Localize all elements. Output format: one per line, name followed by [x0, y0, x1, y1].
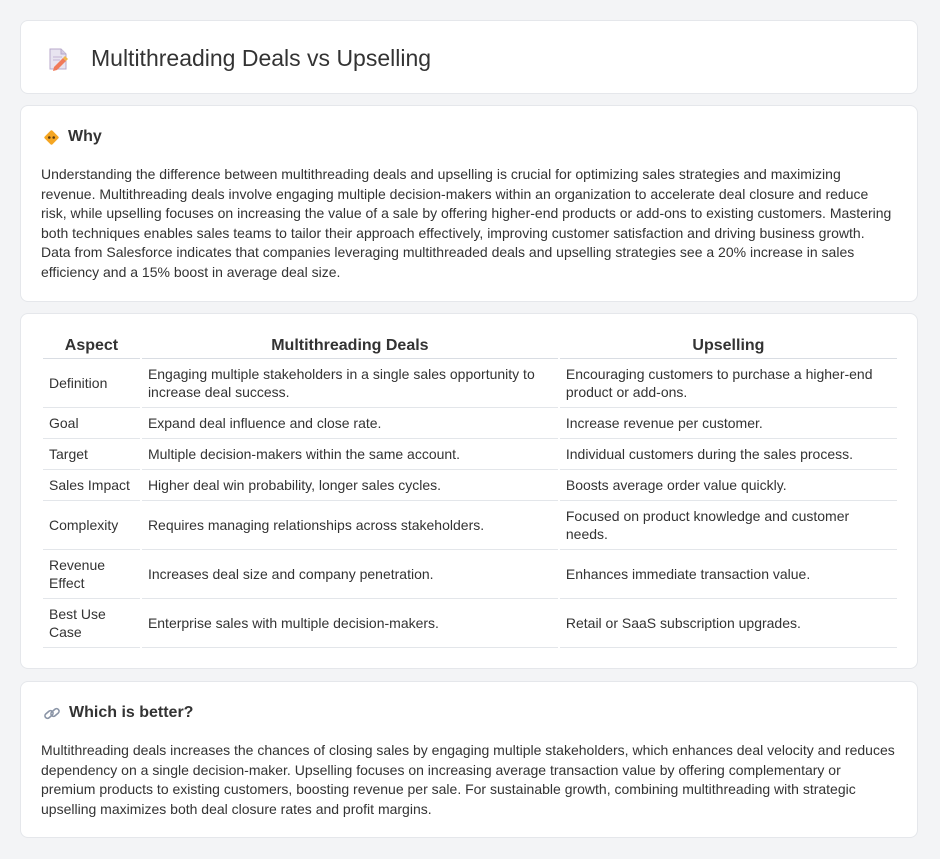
- upselling-cell: Retail or SaaS subscription upgrades.: [560, 599, 897, 648]
- aspect-cell: Target: [43, 439, 140, 470]
- diamond-sign-icon: [43, 129, 60, 146]
- page-title: Multithreading Deals vs Upselling: [91, 45, 432, 71]
- table-row: [43, 599, 897, 648]
- which-better-section: [20, 681, 918, 838]
- aspect-cell: Goal: [43, 408, 140, 439]
- upselling-cell: Increase revenue per customer.: [560, 408, 897, 439]
- aspect-cell: Revenue Effect: [43, 550, 140, 599]
- header-upselling: Upselling: [560, 336, 897, 359]
- aspect-cell: Complexity: [43, 501, 140, 550]
- better-text: Multithreading deals increases the chances of closing sales by engaging multiple stakeholders, which enhances deal velocity and reduces dependency on a single decision-maker. Upselling focuses on increasing average transaction value by offering complementary or premium products to existing customers, boosting revenue per sale. For sustainable growth, combining multithreading with strategic upselling maximizes both deal closure rates and profit margins.: [41, 742, 895, 817]
- aspect-cell: Sales Impact: [43, 470, 140, 501]
- multithreading-cell: Requires managing relationships across stakeholders.: [142, 501, 558, 550]
- header-multithreading: Multithreading Deals: [142, 336, 558, 359]
- upselling-cell: Boosts average order value quickly.: [560, 470, 897, 501]
- table-row: [43, 359, 897, 408]
- comparison-table: [41, 336, 899, 648]
- multithreading-cell: Enterprise sales with multiple decision-makers.: [142, 599, 558, 648]
- why-header: [43, 128, 102, 146]
- title-row: [47, 45, 431, 72]
- better-header: [43, 704, 193, 722]
- multithreading-cell: Expand deal influence and close rate.: [142, 408, 558, 439]
- aspect-cell: Best Use Case: [43, 599, 140, 648]
- title-card: [20, 20, 918, 94]
- multithreading-cell: Multiple decision-makers within the same account.: [142, 439, 558, 470]
- upselling-cell: Encouraging customers to purchase a higher-end product or add-ons.: [560, 359, 897, 408]
- comparison-section: [20, 313, 918, 669]
- table-row: [43, 550, 897, 599]
- table-row: [43, 501, 897, 550]
- upselling-cell: Focused on product knowledge and customer needs.: [560, 501, 897, 550]
- why-text: Understanding the difference between multithreading deals and upselling is crucial for optimizing sales strategies and maximizing revenue. Multithreading deals involve engaging multiple decision-makers within an organization to accelerate deal closure and reduce risk, while upselling focuses on increasing the value of a sale by offering higher-end products or add-ons to existing customers. Mastering both techniques enables sales teams to tailor their approach effectively, improving customer satisfaction and driving business growth. Data from Salesforce indicates that companies leveraging multithreaded deals and upselling strategies see a 20% increase in sales efficiency and a 15% boost in average deal size.: [41, 166, 892, 280]
- multithreading-cell: Increases deal size and company penetration.: [142, 550, 558, 599]
- upselling-cell: Individual customers during the sales process.: [560, 439, 897, 470]
- table-row: [43, 470, 897, 501]
- table-row: [43, 439, 897, 470]
- multithreading-cell: Engaging multiple stakeholders in a single sales opportunity to increase deal success.: [142, 359, 558, 408]
- document-pencil-icon: [47, 47, 69, 71]
- link-icon: [43, 705, 61, 722]
- aspect-cell: Definition: [43, 359, 140, 408]
- table-row: [43, 408, 897, 439]
- header-aspect: Aspect: [43, 336, 140, 359]
- why-section: [20, 105, 918, 302]
- table-header-row: [43, 336, 897, 359]
- why-heading: Why: [68, 128, 102, 145]
- upselling-cell: Enhances immediate transaction value.: [560, 550, 897, 599]
- better-heading: Which is better?: [69, 704, 194, 721]
- multithreading-cell: Higher deal win probability, longer sales cycles.: [142, 470, 558, 501]
